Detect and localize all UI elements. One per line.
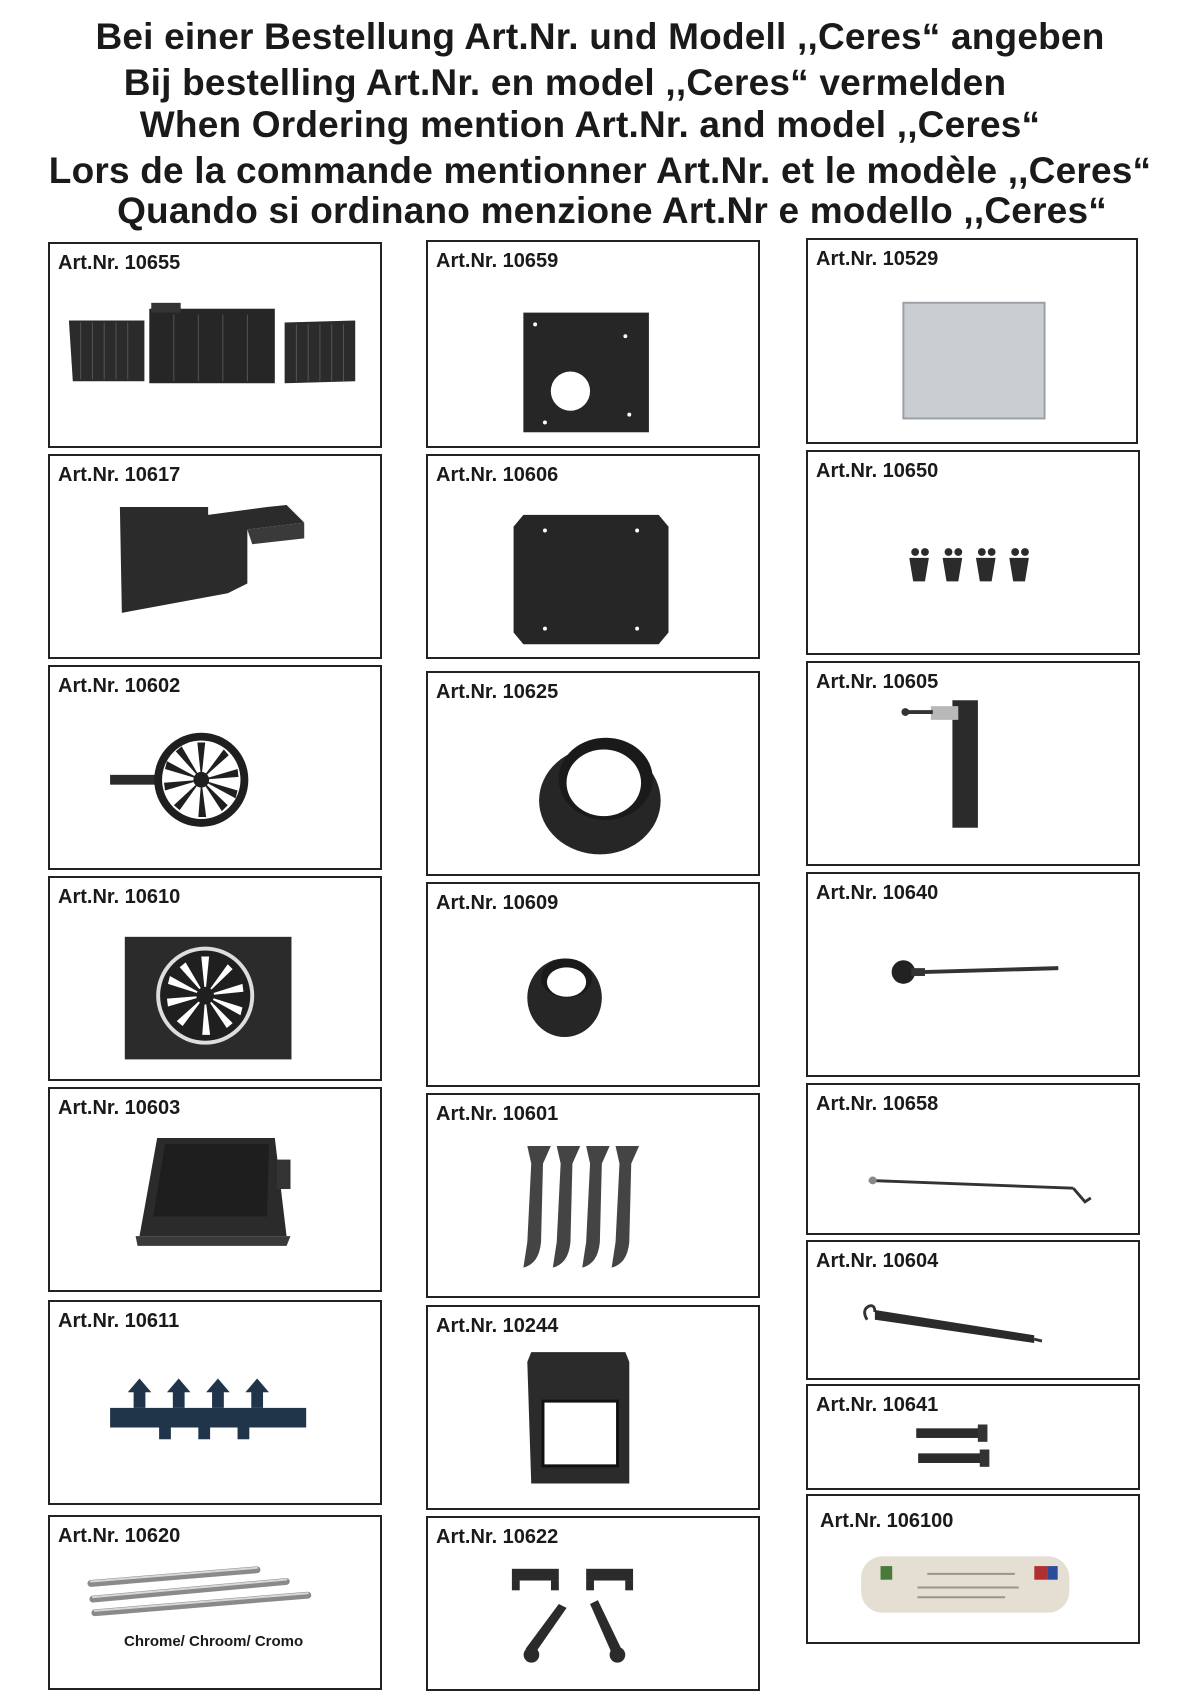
poker-rod-image (808, 874, 1138, 1075)
part-number: Art.Nr. 10622 (436, 1526, 559, 1548)
headline-it: Quando si ordinano menzione Art.Nr e modello ,,Ceres“ (117, 190, 1107, 231)
part-number: Art.Nr. 10640 (816, 882, 939, 904)
ash-box-image (428, 1307, 758, 1508)
bolts-image (808, 1386, 1138, 1488)
part-card-10611 (48, 1300, 382, 1505)
part-number: Art.Nr. 10611 (58, 1310, 180, 1332)
part-card-10617 (48, 454, 382, 659)
part-card-10604 (806, 1240, 1140, 1380)
part-card-10605 (806, 661, 1140, 866)
part-number: Art.Nr. 10529 (816, 248, 939, 270)
part-number: Art.Nr. 10610 (58, 886, 181, 908)
part-card-10625 (426, 671, 760, 876)
part-number: Art.Nr. 10606 (436, 464, 559, 486)
part-card-10609 (426, 882, 760, 1087)
part-number: Art.Nr. 10605 (816, 671, 939, 693)
part-card-10640 (806, 872, 1140, 1077)
part-card-10655 (48, 242, 382, 448)
headline-en: When Ordering mention Art.Nr. and model ,,Ceres“ (139, 104, 1041, 145)
part-number: Art.Nr. 10650 (816, 460, 939, 482)
part-card-10601 (426, 1093, 760, 1298)
part-card-10620 (48, 1515, 382, 1690)
cover-plate-image (428, 456, 758, 657)
part-card-10610 (48, 876, 382, 1081)
sealant-tube-image (808, 1496, 1138, 1642)
part-card-10602 (48, 665, 382, 870)
part-card-10650 (806, 450, 1140, 655)
hinge-set-image (428, 1518, 758, 1689)
part-number: Art.Nr. 10655 (58, 252, 181, 274)
part-number: Art.Nr. 10244 (436, 1315, 559, 1337)
part-card-106100 (806, 1494, 1140, 1644)
part-card-10641 (806, 1384, 1140, 1490)
part-number: Art.Nr. 10658 (816, 1093, 939, 1115)
clips-set-image (808, 452, 1138, 653)
part-number: Art.Nr. 106100 (820, 1510, 954, 1532)
headline-de: Bei einer Bestellung Art.Nr. und Modell ,,Ceres“ angeben (95, 16, 1105, 57)
part-number: Art.Nr. 10641 (816, 1394, 939, 1416)
headline-fr: Lors de la commande mentionner Art.Nr. et le modèle ,,Ceres“ (48, 150, 1152, 191)
flue-plate-image (428, 242, 758, 446)
part-number: Art.Nr. 10659 (436, 250, 559, 272)
air-regulator-wheel-image (50, 667, 380, 868)
baffle-plate-image (50, 456, 380, 657)
glass-panel-image (808, 240, 1136, 442)
flue-collar-small-image (428, 884, 758, 1085)
chrome-note: Chrome/ Chroom/ Cromo (124, 1633, 304, 1650)
legs-set-image (428, 1095, 758, 1296)
part-card-10658 (806, 1083, 1140, 1235)
part-number: Art.Nr. 10603 (58, 1097, 181, 1119)
part-number: Art.Nr. 10601 (436, 1103, 559, 1125)
part-card-10529 (806, 238, 1138, 444)
chrome-bars-image (50, 1517, 380, 1688)
grate-image (50, 1302, 380, 1503)
flue-collar-large-image (428, 673, 758, 874)
spring-image (808, 1242, 1138, 1378)
door-lining-plate-image (50, 878, 380, 1079)
part-card-10603 (48, 1087, 382, 1292)
part-card-10659 (426, 240, 760, 448)
fire-brick-set-image (50, 244, 380, 446)
part-number: Art.Nr. 10617 (58, 464, 181, 486)
part-card-10244 (426, 1305, 760, 1510)
part-card-10622 (426, 1516, 760, 1691)
part-card-10606 (426, 454, 760, 659)
part-number: Art.Nr. 10602 (58, 675, 181, 697)
rod-hook-image (808, 1085, 1138, 1233)
part-number: Art.Nr. 10609 (436, 892, 559, 914)
door-handle-image (808, 663, 1138, 864)
ash-pan-image (50, 1089, 380, 1290)
headline-nl: Bij bestelling Art.Nr. en model ,,Ceres“ vermelden (123, 62, 1007, 103)
part-number: Art.Nr. 10604 (816, 1250, 939, 1272)
part-number: Art.Nr. 10620 (58, 1525, 181, 1547)
part-number: Art.Nr. 10625 (436, 681, 559, 703)
